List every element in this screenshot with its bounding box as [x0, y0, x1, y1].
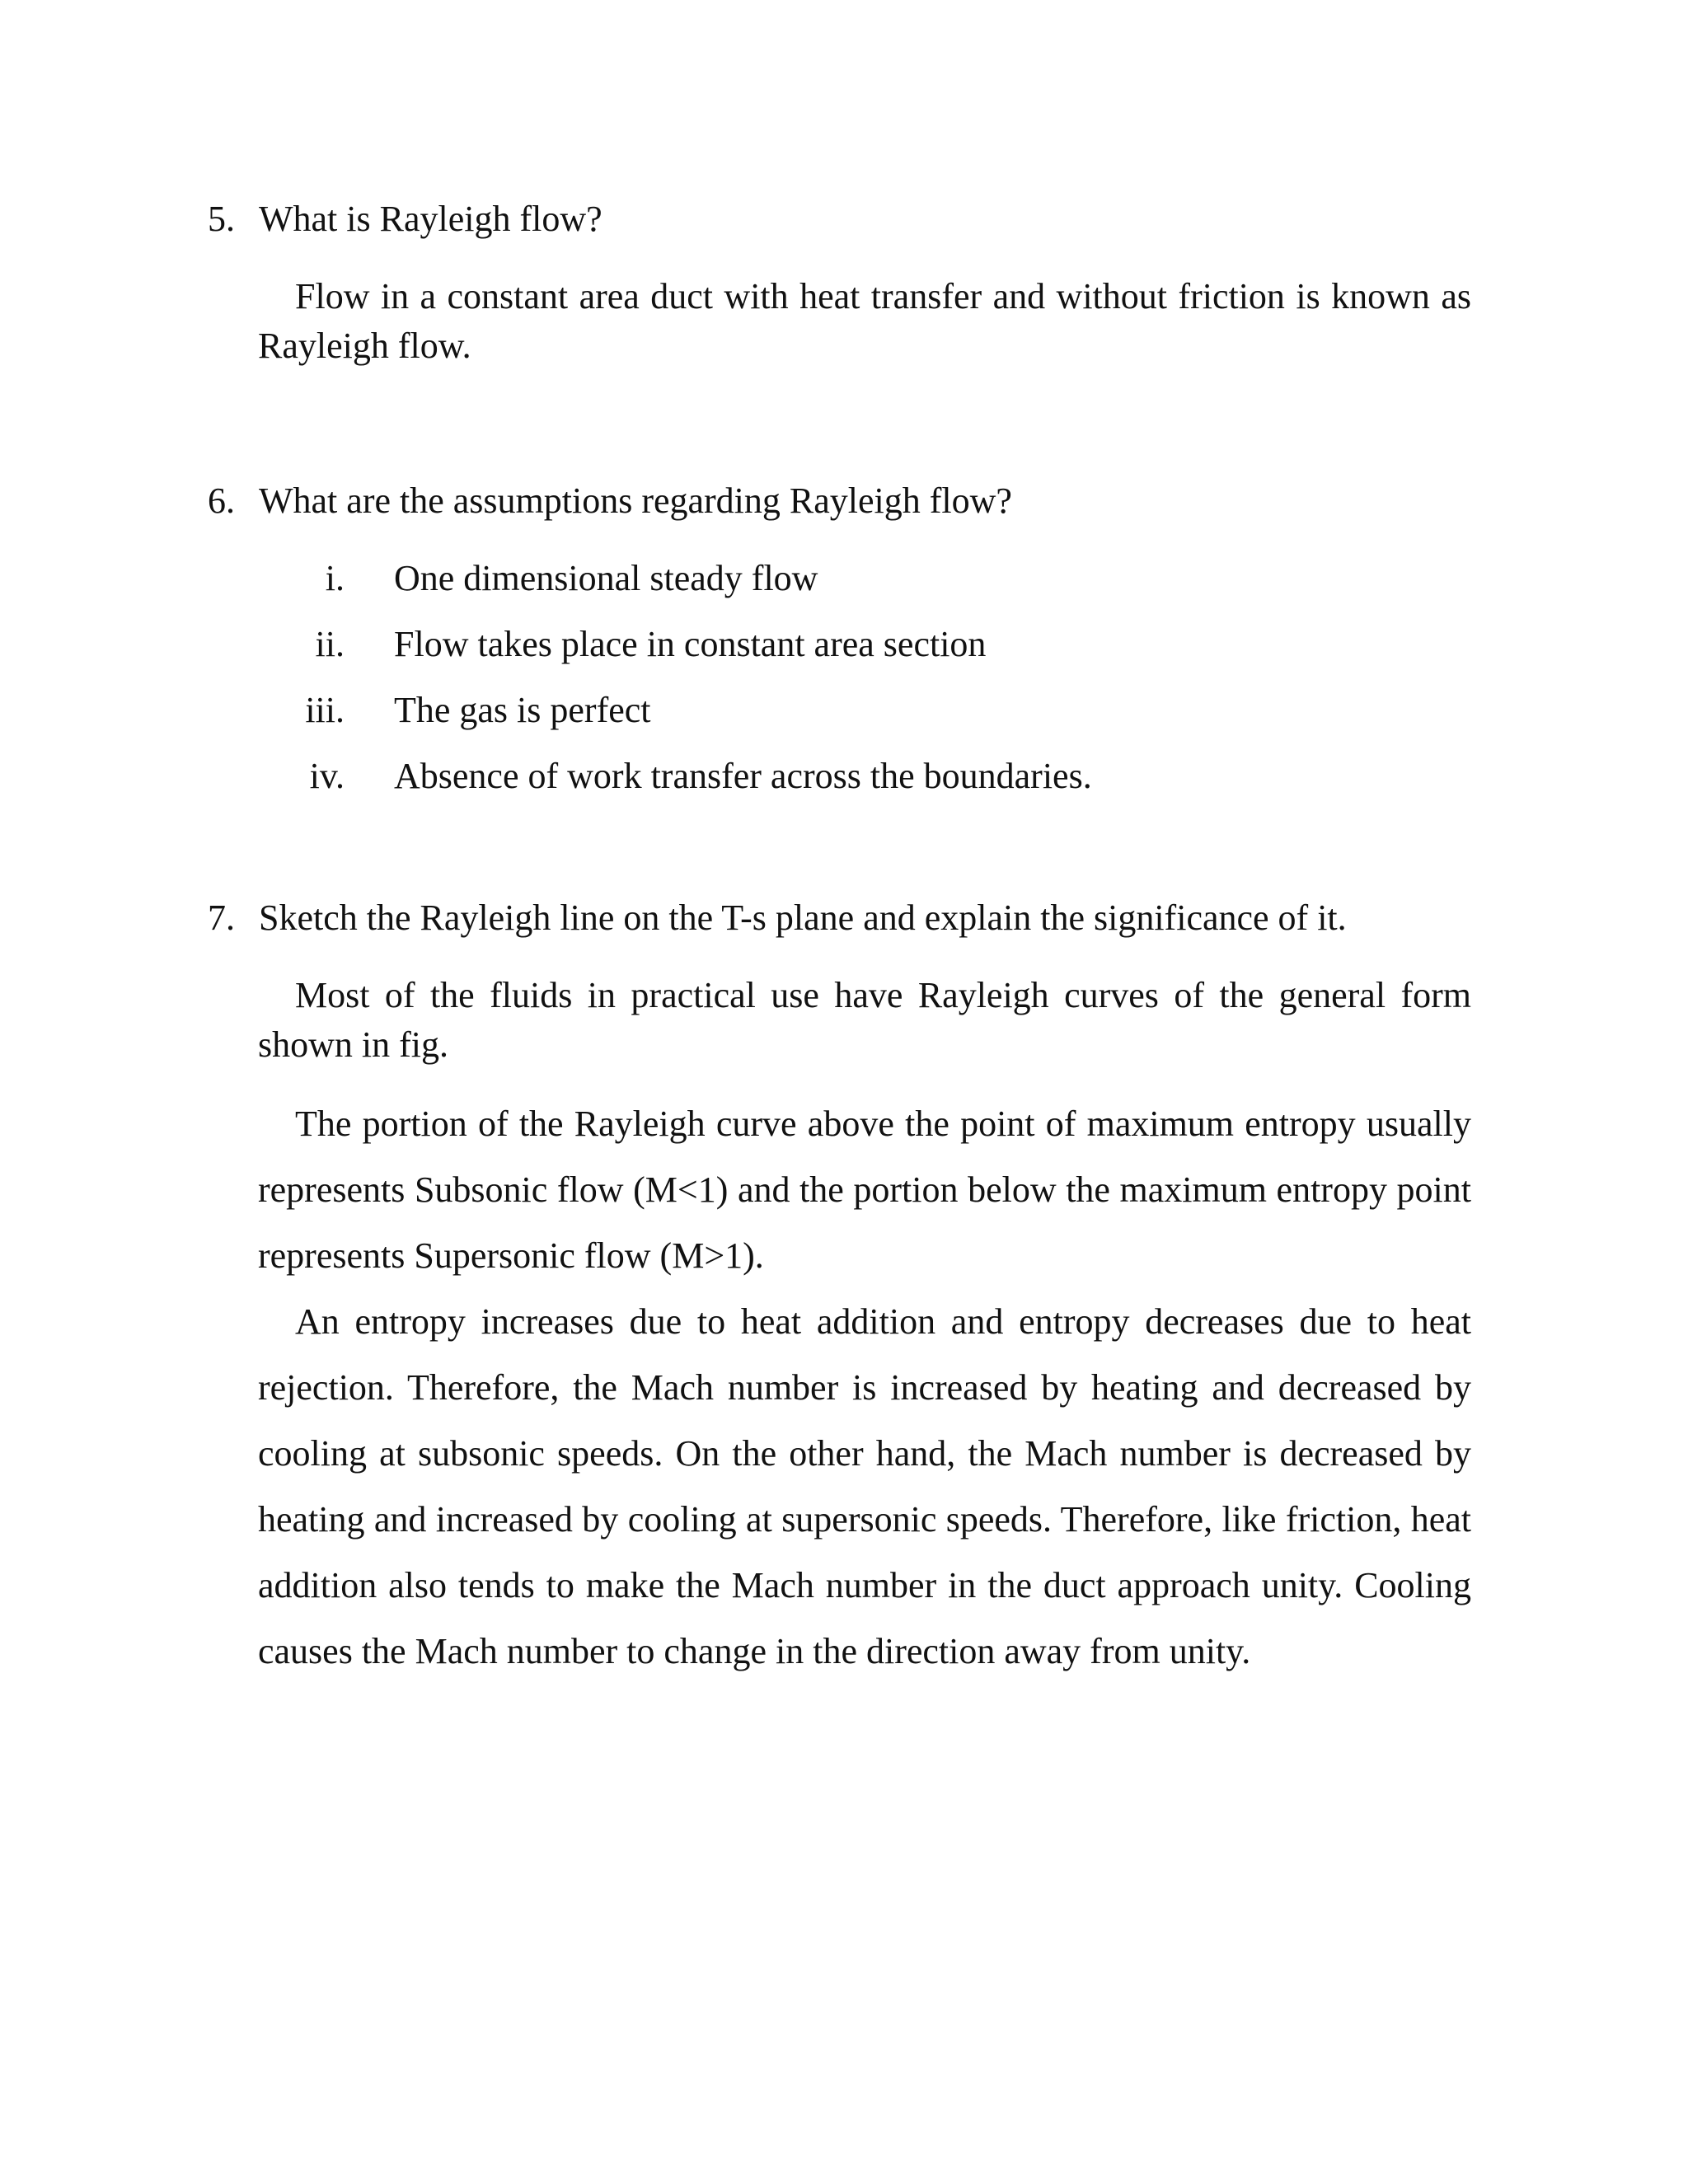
list-numeral: i. [325, 558, 345, 598]
list-item-text: One dimensional steady flow [394, 558, 818, 598]
question-number: 5. [208, 199, 235, 239]
question-5-answer: Flow in a constant area duct with heat transfer and without friction is known as Rayleigh flow. [258, 276, 1471, 366]
question-7-paragraph-3: An entropy increases due to heat addition and entropy decreases due to heat rejection. Therefore, the Mach number is increased by heating and decreased by cooling at subsonic speeds. On the other hand, the Mach number is decreased by heating and increased by cooling at supersonic speeds. Therefore, like friction, heat addition also tends to make the Mach number in the duct approach unity. Cooling causes the Mach number to change in the direction away from unity. [258, 1301, 1471, 1671]
question-text: Sketch the Rayleigh line on the T-s plane and explain the significance of it. [259, 898, 1347, 938]
list-item-text: Flow takes place in constant area section [394, 624, 987, 664]
list-numeral: iii. [305, 690, 345, 730]
question-number: 6. [208, 480, 235, 521]
question-7-paragraph-1: Most of the fluids in practical use have Rayleigh curves of the general form shown in fig. [258, 975, 1471, 1065]
list-numeral: ii. [315, 624, 345, 664]
question-7-paragraph-2: The portion of the Rayleigh curve above the point of maximum entropy usually represents Subsonic flow (M<1) and the portion below the maximum entropy point represents Supersonic flow (M>1). [258, 1104, 1471, 1276]
question-6-heading [208, 476, 1012, 526]
question-number: 7. [208, 898, 235, 938]
question-text: What is Rayleigh flow? [259, 199, 603, 239]
list-item-text: The gas is perfect [394, 690, 651, 730]
question-7-heading [208, 893, 1347, 943]
question-5-heading [208, 194, 603, 244]
list-item-text: Absence of work transfer across the boundaries. [394, 756, 1092, 796]
question-text: What are the assumptions regarding Rayleigh flow? [259, 480, 1012, 521]
list-numeral: iv. [309, 756, 345, 796]
